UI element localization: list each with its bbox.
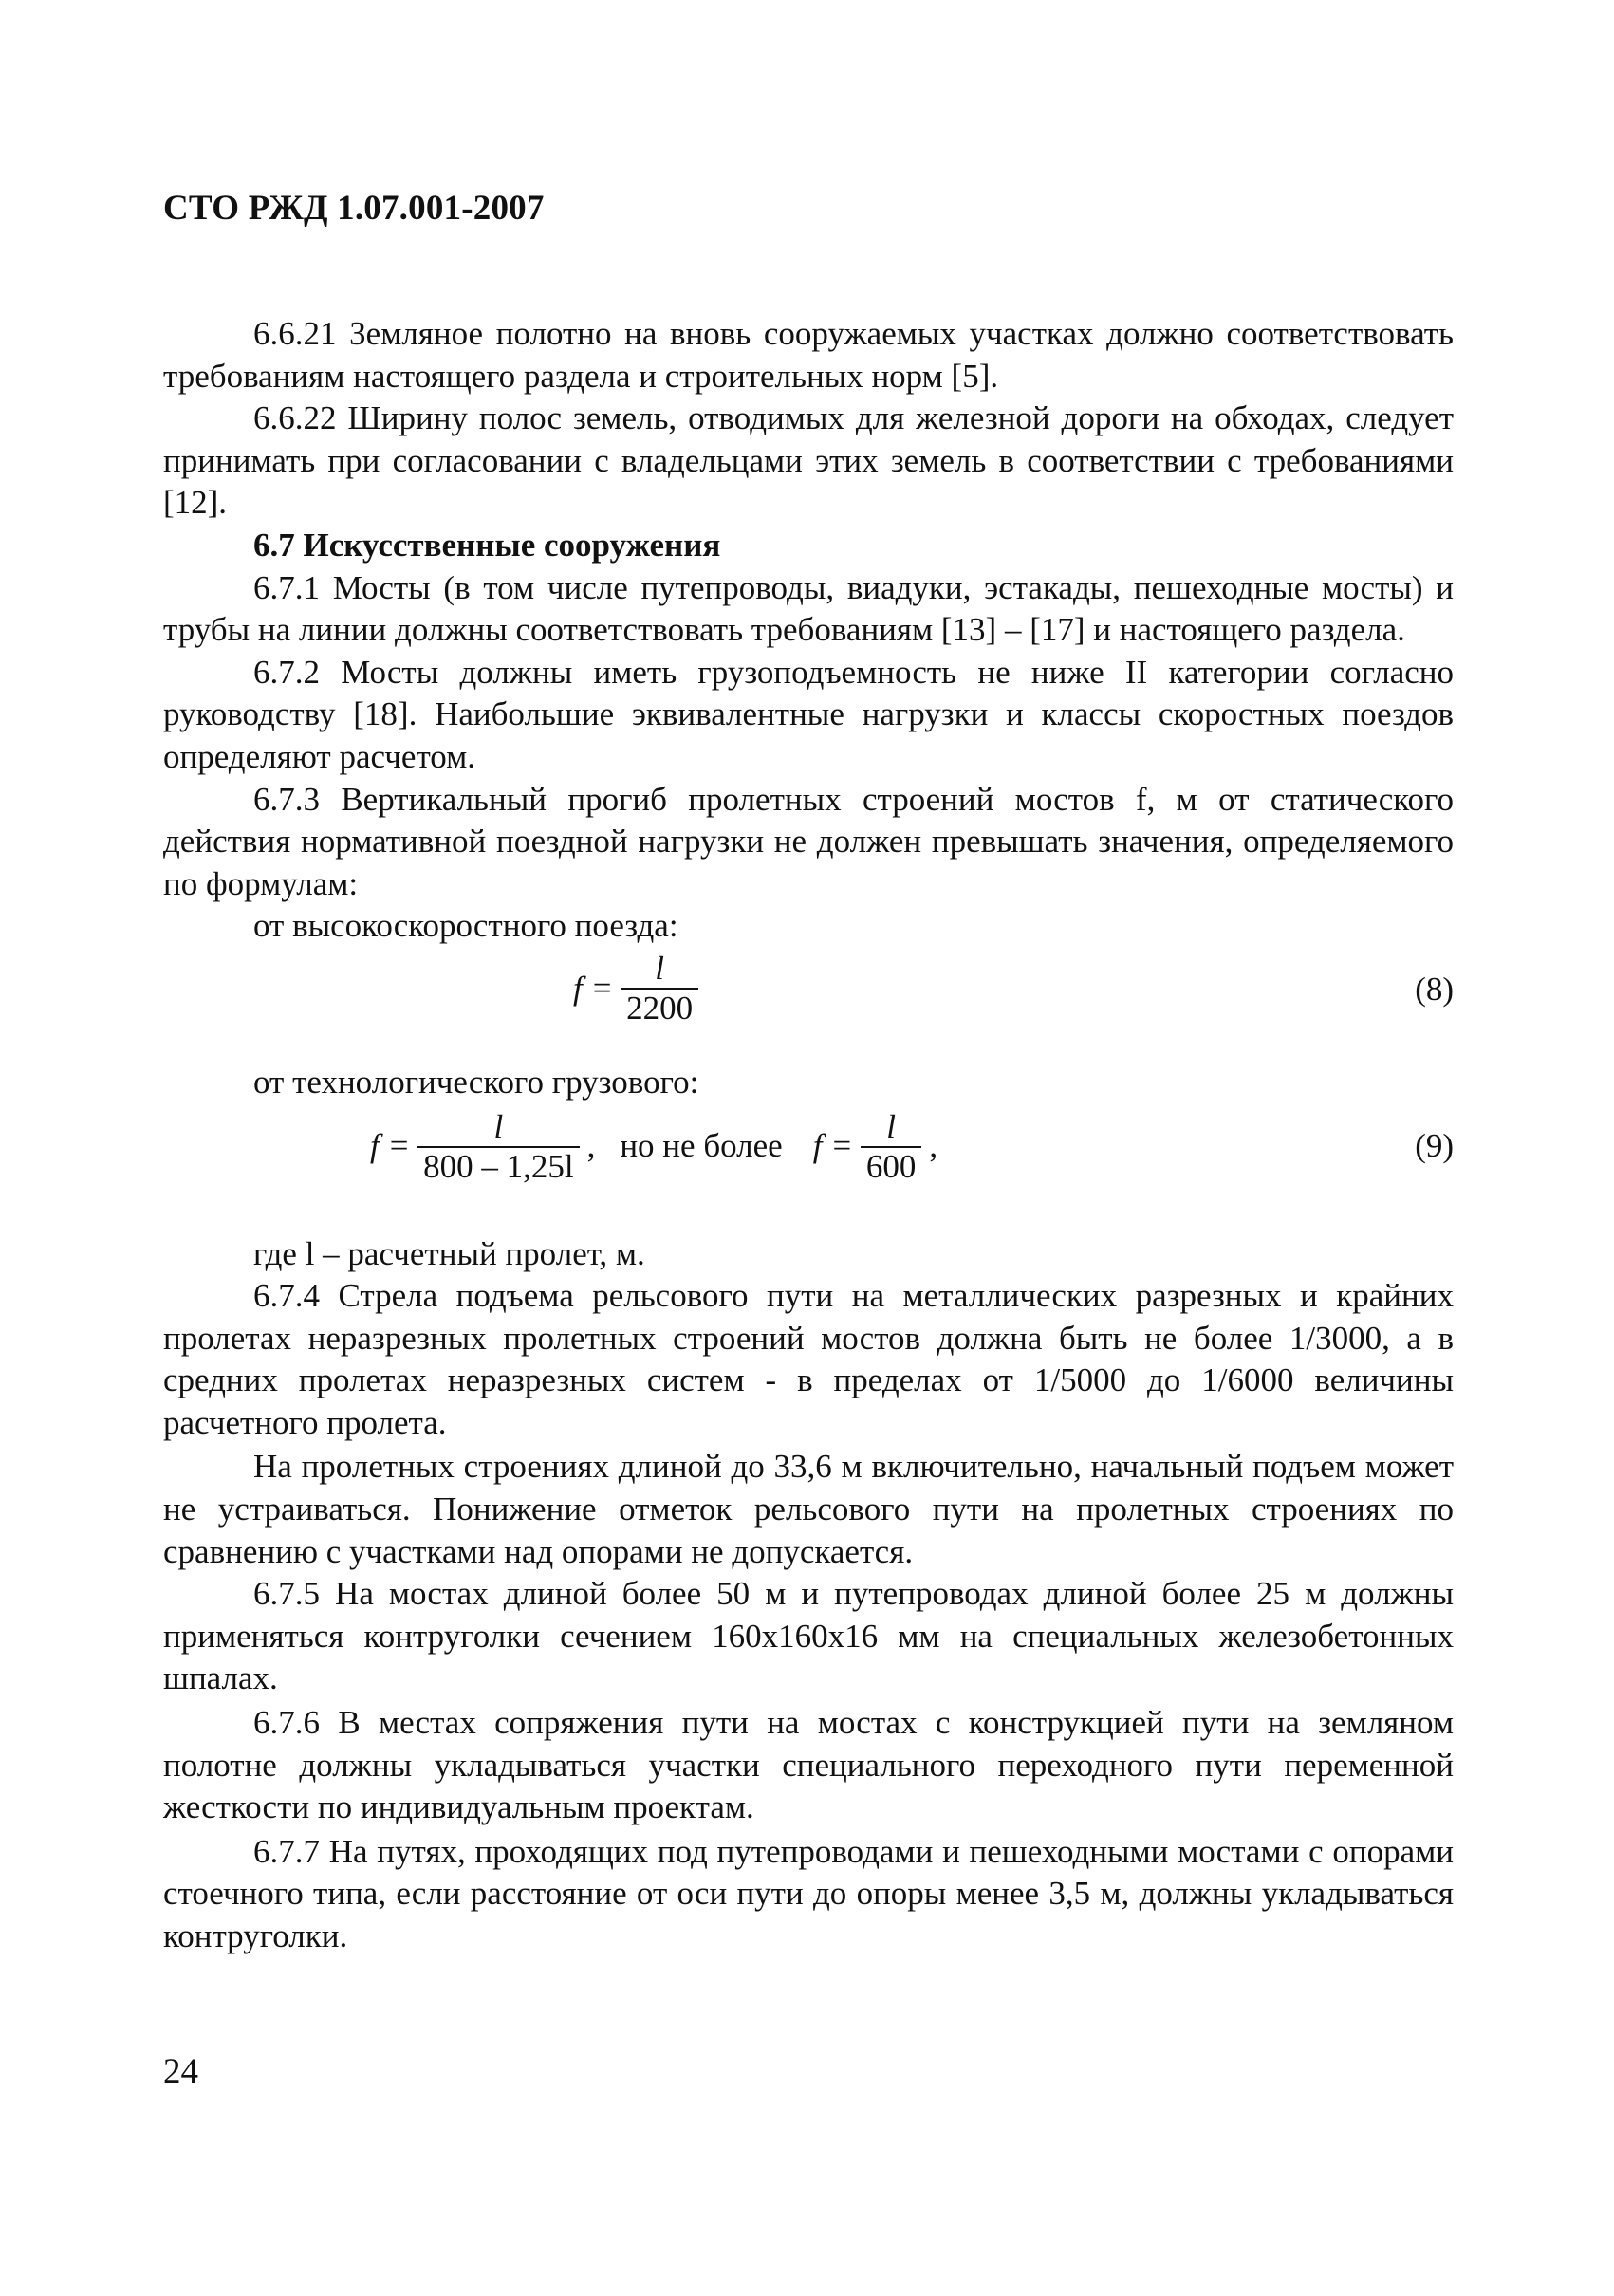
paragraph-6-7-1: 6.7.1 Мосты (в том числе путепроводы, виадуки, эстакады, пешеходные мосты) и трубы на линии должны соответствовать требованиям [13] – [17] и настоящего раздела. [163, 568, 1454, 649]
formula-9-denominator: 800 – 1,25l [417, 1146, 579, 1186]
formula-intro-freight: от технологического грузового: [253, 1063, 699, 1101]
section-heading-6-7: 6.7 Искусственные сооружения [253, 526, 721, 564]
formula-8-numerator: l [655, 949, 664, 987]
paragraph-6-7-6: 6.7.6 В местах сопряжения пути на мостах с конструкцией пути на земляном полотне должны укладываться участки специального переходного пути переменной жесткости по индивидуальным проектам. [163, 1704, 1454, 1826]
formula-intro-highspeed: от высокоскоростного поезда: [253, 907, 678, 945]
paragraph-6-7-2: 6.7.2 Мосты должны иметь грузоподъемность не ниже II категории согласно руководству [18]. Наибольшие эквивалентные нагрузки и классы скоростных поездов определяют расчетом. [163, 653, 1454, 775]
paragraph-6-7-7: 6.7.7 На путях, проходящих под путепроводами и пешеходными мостами с опорами стоечного типа, если расстояние от оси пути до опоры менее 3,5 м, должны укладываться контруголки. [163, 1832, 1454, 1954]
paragraph-6-7-4: 6.7.4 Стрела подъема рельсового пути на металлических разрезных и крайних пролетах неразрезных пролетных строений мостов должна быть не более 1/3000, а в средних пролетах неразрезных систем - в пределах от 1/5000 до 1/6000 величины расчетного пролета. [163, 1277, 1454, 1441]
formula-9 [163, 1104, 1454, 1233]
formula-9-numerator-2: l [886, 1107, 896, 1145]
paragraph-6-6-22: 6.6.22 Ширину полос земель, отводимых для железной дороги на обходах, следует принимать при согласовании с владельцами этих земель в соответствии с требованиями [12]. [163, 399, 1454, 522]
formula-9-end-comma: , [929, 1127, 938, 1165]
formula-8-number: (8) [1415, 970, 1454, 1008]
document-code-header: СТО РЖД 1.07.001-2007 [163, 189, 545, 228]
paragraph-6-7-4-continued: На пролетных строениях длиной до 33,6 м включительно, начальный подъем может не устраиваться. Понижение отметок рельсового пути на пролетных строениях по сравнению с участками над опорами не допускается. [163, 1448, 1454, 1570]
formula-9-condition-text: но не более [620, 1127, 783, 1165]
formula-8-lhs: f = [573, 969, 614, 1007]
formula-8-fraction [621, 950, 698, 1028]
formula-8 [163, 948, 1454, 1062]
formula-8-denominator: 2200 [621, 988, 698, 1028]
variable-definition: где l – расчетный пролет, м. [253, 1234, 645, 1272]
paragraph-6-7-5: 6.7.5 На мостах длиной более 50 м и путепроводах длиной более 25 м должны применяться контруголки сечением 160х160х16 мм на специальных железобетонных шпалах. [163, 1575, 1454, 1697]
document-body [163, 313, 1454, 1958]
formula-9-numerator: l [493, 1107, 504, 1145]
formula-9-lhs-2: f = [812, 1127, 853, 1165]
paragraph-6-7-3: 6.7.3 Вертикальный прогиб пролетных строений мостов f, м от статического действия нормативной поездной нагрузки не должен превышать значения, определяемого по формулам: [163, 780, 1454, 902]
formula-9-separator: , [586, 1127, 596, 1165]
paragraph-6-6-21: 6.6.21 Земляное полотно на вновь сооружаемых участках должно соответствовать требованиям настоящего раздела и строительных норм [5]. [163, 315, 1454, 395]
page-number: 24 [163, 2052, 198, 2091]
formula-9-denominator-2: 600 [861, 1146, 922, 1186]
formula-9-number: (9) [1415, 1126, 1454, 1164]
formula-9-fraction [417, 1108, 579, 1186]
formula-9-lhs: f = [370, 1127, 411, 1165]
formula-9-fraction-2 [861, 1108, 922, 1186]
formula-8-expression [573, 950, 698, 1028]
formula-9-expression [370, 1108, 937, 1186]
